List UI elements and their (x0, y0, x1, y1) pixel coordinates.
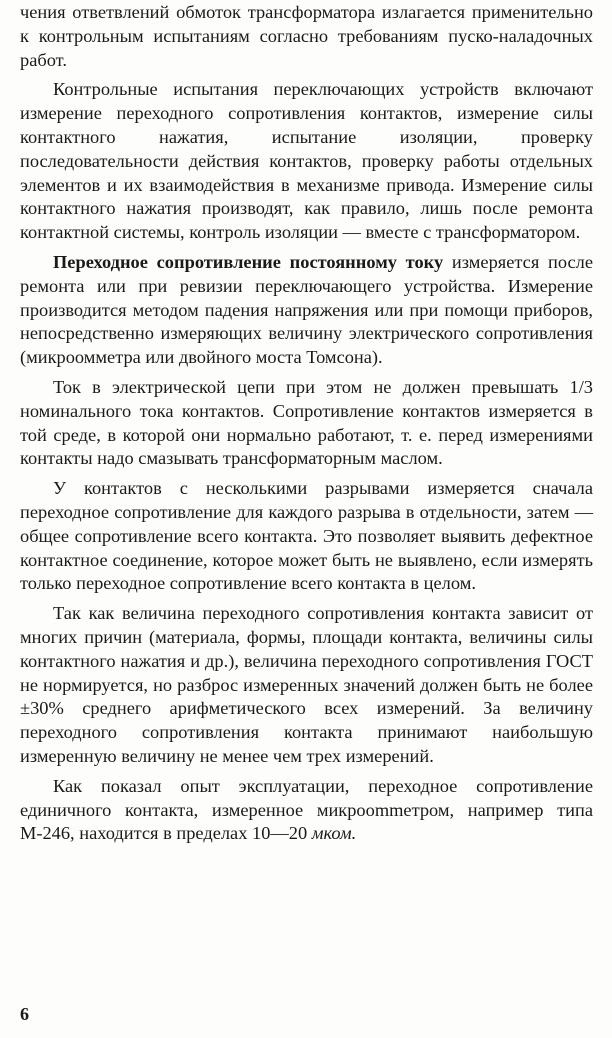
text-body (20, 1, 593, 846)
paragraph-text: У контактов с несколькими разрывами измеряется сначала переходное сопротивление для каждого разрыва в отдельности, затем — общее сопротивление всего контакта. Это позволяет выявить дефектное контактное соединение, которое может быть не выявлено, если измерять только переходное сопротивление всего контакта в целом. (20, 478, 593, 594)
paragraph-lead-term: Переходное сопротивление постоянному току (53, 251, 444, 272)
paragraph-multiple-breaks (20, 477, 593, 596)
paragraph-text: Так как величина переходного сопротивления контакта зависит от многих причин (материала, формы, площади контакта, величины силы контактного нажатия и др.), величина переходного сопротивления ГОСТ не нормируется, но разброс измеренных значений должен быть не более ±30% среднего арифметического всех измерений. За величину переходного сопротивления контакта принимают наибольшую измеренную величину не менее чем трех измерений. (20, 603, 593, 766)
paragraph-text: Контрольные испытания переключающих устройств включают измерение переходного сопротивления контактов, измерение силы контактного нажатия, испытание изоляции, проверку последовательности действия контактов, проверку работы отдельных элементов и их взаимодействия в механизме привода. Измерение силы контактного нажатия производят, как правило, лишь после ремонта контактной системы, контроль изоляции — вместе с трансформатором. (20, 79, 593, 243)
paragraph-text: чения ответвлений обмоток трансформатора излагается применительно к контрольным испытаниям согласно требованиям пуско-наладочных работ. (20, 2, 593, 70)
paragraph-operating-experience (20, 775, 593, 846)
paragraph-text: Ток в электрической цепи при этом не должен превышать 1/3 номинального тока контактов. Сопротивление контактов измеряется в той среде, в которой они нормально работают, т. е. перед измерениями контакты надо смазывать трансформаторным маслом. (20, 376, 593, 469)
paragraph-current-limit (20, 376, 593, 471)
paragraph-control-tests (20, 78, 593, 245)
paragraph-text: Как показал опыт эксплуатации, переходное сопротивление единичного контакта, измеренное микроommетром, например типа М-246, находится в пределах 10—20 (20, 775, 593, 844)
paragraph-dc-resistance (20, 251, 593, 370)
page-number: 6 (20, 1004, 29, 1024)
paragraph-resistance-spread (20, 602, 593, 769)
paragraph-text: измеряется после ремонта или при ревизии переключающего устройства. Измерение производится методом падения напряжения или при помощи приборов, непосредственно измеряющих величину электрического сопротивления (микроомметра или двойного моста Томсона). (20, 251, 593, 368)
unit-text: мком. (311, 823, 357, 844)
paragraph-continuation (20, 1, 593, 72)
